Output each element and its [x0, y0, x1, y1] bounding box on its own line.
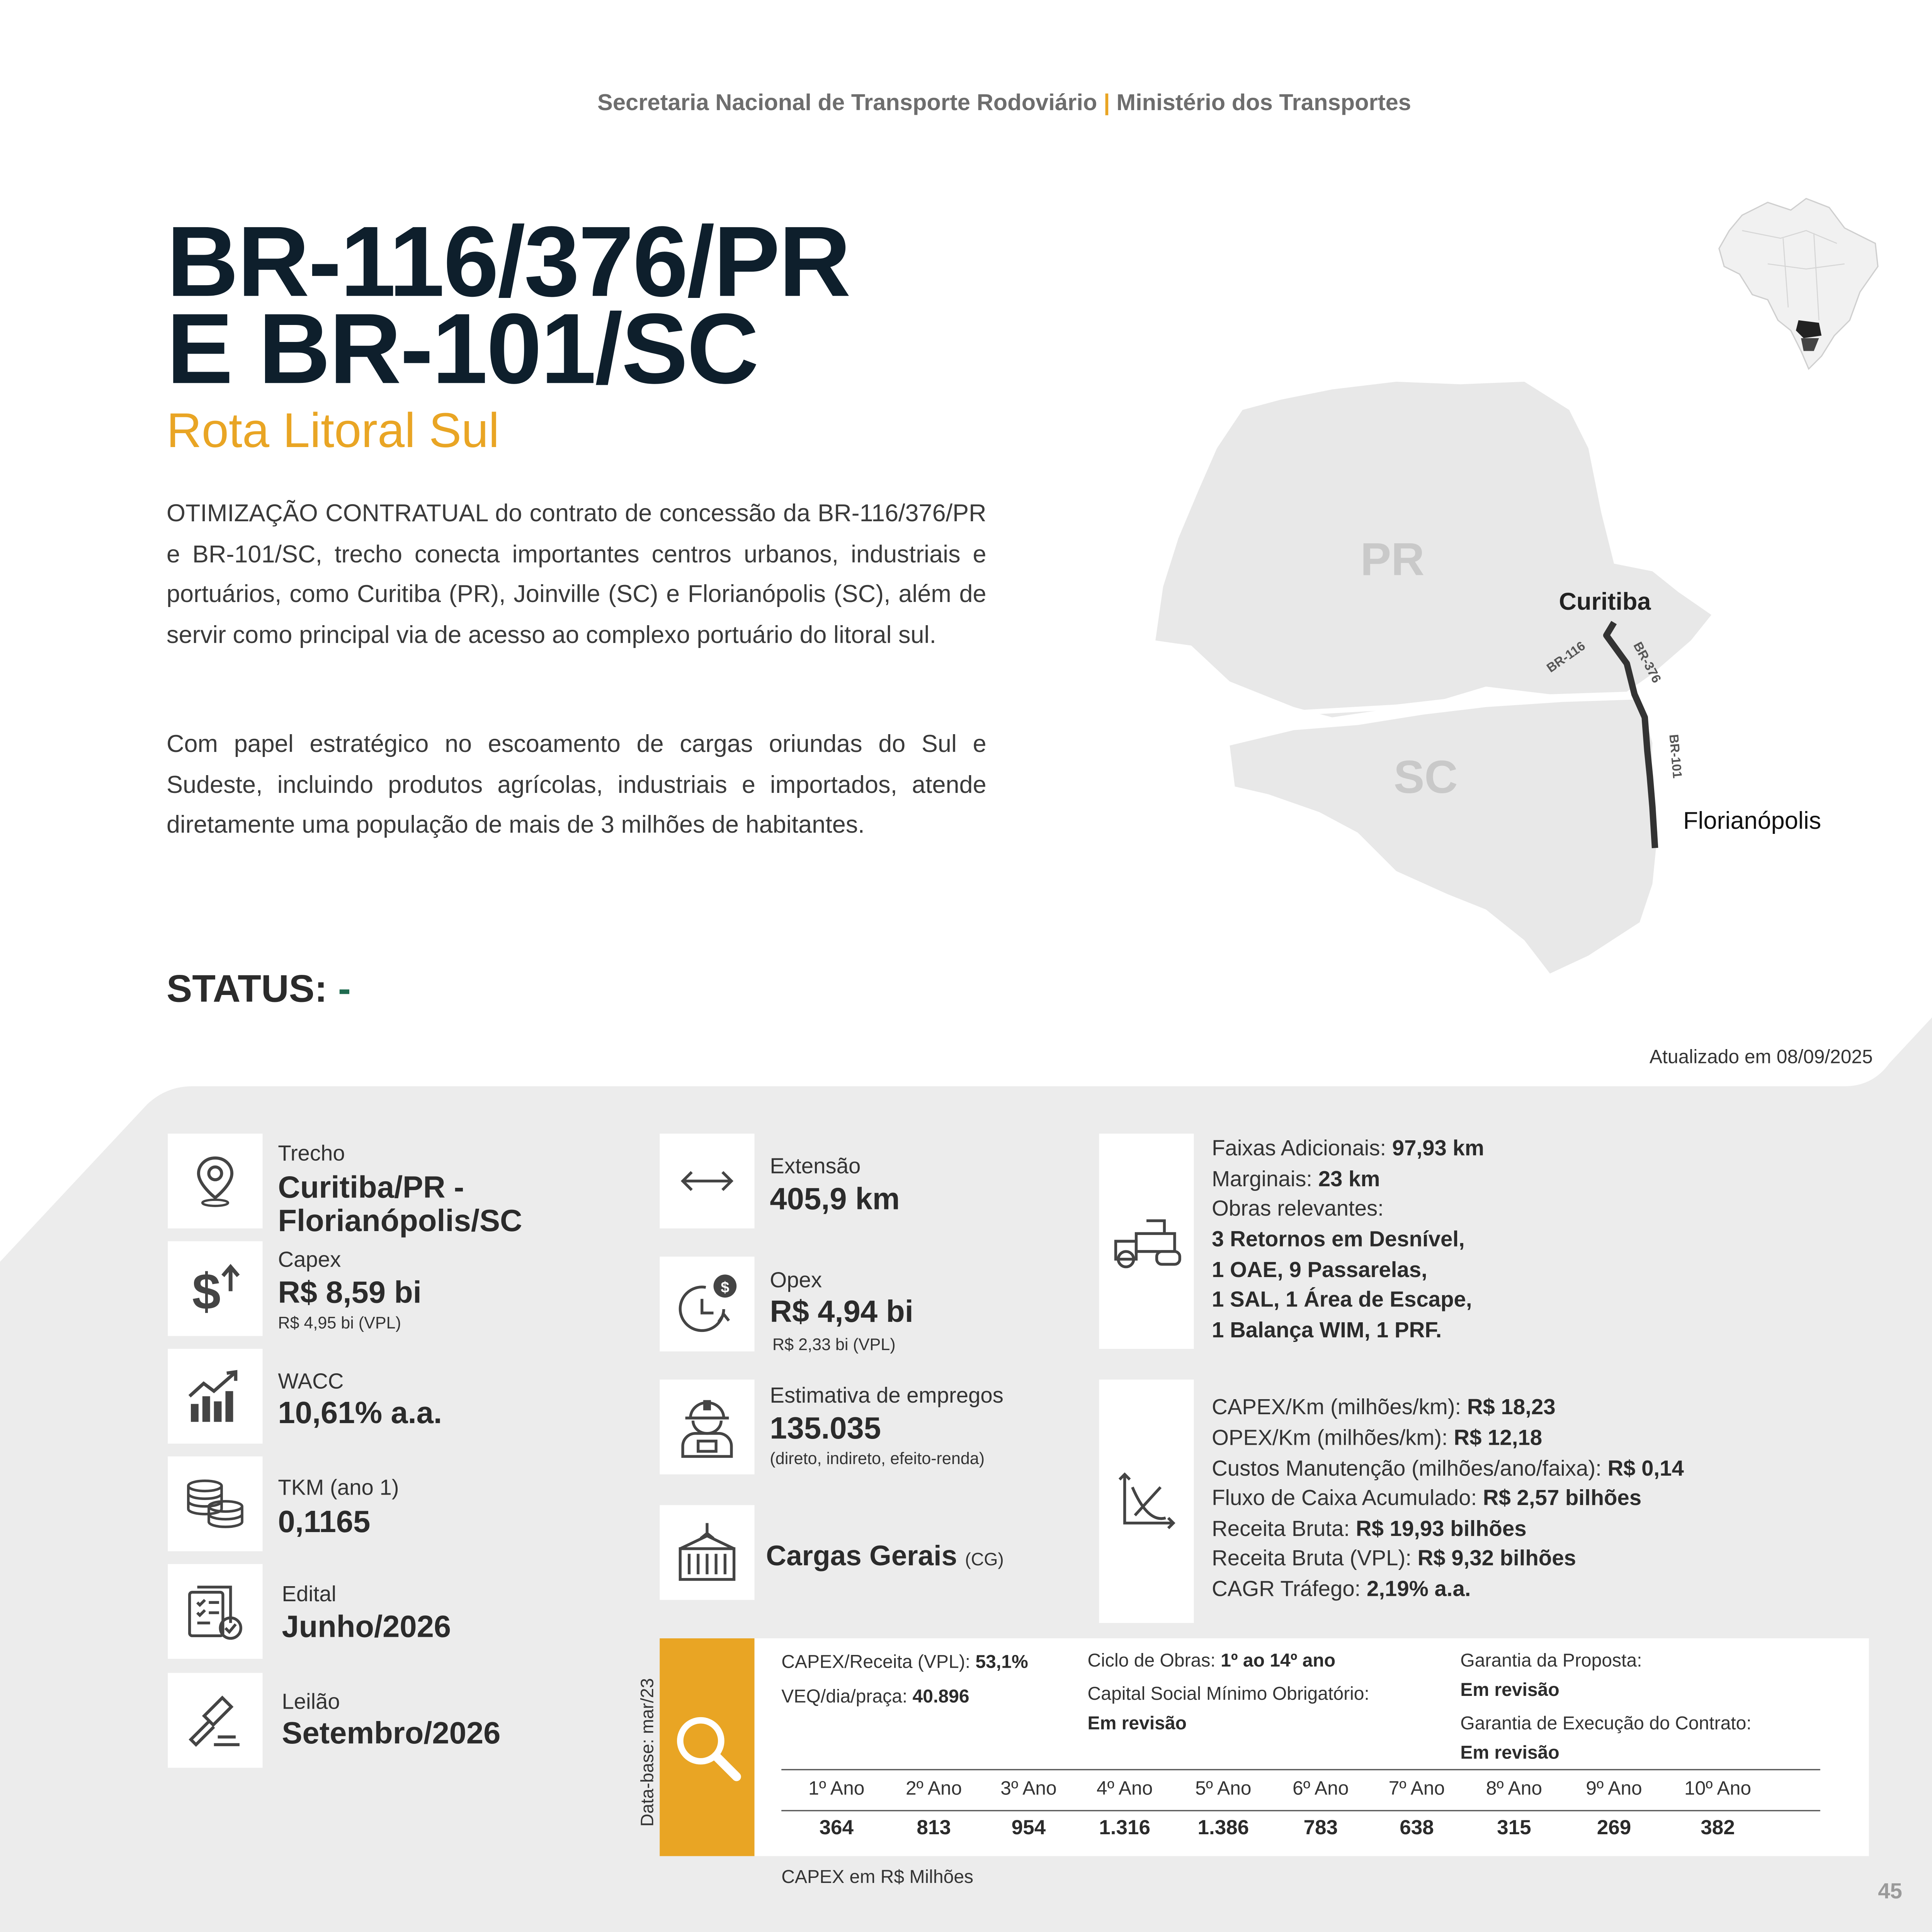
tkm-label: TKM (ano 1)	[278, 1475, 399, 1500]
svg-text:$: $	[721, 1279, 730, 1296]
capex-note: CAPEX em R$ Milhões	[781, 1867, 974, 1888]
fin-row	[1212, 1423, 1542, 1453]
table-capex-value: 269	[1597, 1818, 1631, 1840]
opex-value: R$ 4,94 bi	[770, 1295, 913, 1330]
search-icon	[672, 1713, 742, 1782]
table-year-header: 5º Ano	[1195, 1778, 1252, 1800]
page-title	[166, 205, 850, 405]
veq-line	[781, 1687, 969, 1708]
table-year-header: 1º Ano	[808, 1778, 865, 1800]
table-year-header: 7º Ano	[1388, 1778, 1445, 1800]
obras-label: Obras relevantes:	[1212, 1196, 1384, 1221]
data-base-container	[634, 1665, 660, 1845]
garantia-proposta-value: Em revisão	[1460, 1680, 1560, 1701]
edital-value: Junho/2026	[282, 1610, 451, 1645]
page-header	[0, 90, 1932, 117]
fin-row	[1212, 1483, 1641, 1514]
fin-label: CAPEX/Km (milhões/km):	[1212, 1395, 1467, 1420]
table-capex-value: 1.386	[1197, 1818, 1249, 1840]
faixas-line	[1212, 1134, 1484, 1164]
description-paragraph-2: Com papel estratégico no escoamento de cargas oriundas do Sul e Sudeste, incluindo produtos agrícolas, industriais e importados, atende diretamente uma população de mais de 3 milhões de habitantes.	[166, 731, 986, 839]
wacc-label: WACC	[278, 1369, 344, 1394]
status-value: -	[338, 968, 351, 1011]
obra-item: 1 SAL, 1 Área de Escape,	[1212, 1287, 1472, 1312]
leilao-label: Leilão	[282, 1689, 340, 1714]
tkm-value: 0,1165	[278, 1505, 371, 1540]
cargas-sub: (CG)	[965, 1548, 1004, 1569]
capital-label: Capital Social Mínimo Obrigatório:	[1087, 1684, 1369, 1705]
table-mid-rule	[781, 1810, 1820, 1811]
region-map	[1140, 371, 1729, 986]
garantia-execucao-value: Em revisão	[1460, 1743, 1560, 1764]
header-ministerio: Ministério dos Transportes	[1116, 90, 1411, 116]
empregos-label: Estimativa de empregos	[770, 1383, 1003, 1408]
table-year-header: 4º Ano	[1096, 1778, 1153, 1800]
trecho-line-1: Curitiba/PR -	[278, 1171, 464, 1206]
obra-item: 1 Balança WIM, 1 PRF.	[1212, 1318, 1442, 1343]
opex-vpl: R$ 2,33 bi (VPL)	[772, 1335, 896, 1354]
table-capex-value: 813	[917, 1818, 951, 1840]
faixas-label: Faixas Adicionais:	[1212, 1136, 1392, 1161]
capex-label: Capex	[278, 1247, 341, 1272]
ciclo-label: Ciclo de Obras:	[1087, 1651, 1221, 1672]
trecho-line-2: Florianópolis/SC	[278, 1204, 522, 1239]
wacc-value: 10,61% a.a.	[278, 1396, 442, 1431]
page-number: 45	[1878, 1879, 1902, 1904]
marginais-label: Marginais:	[1212, 1167, 1318, 1192]
table-capex-value: 315	[1497, 1818, 1531, 1840]
extensao-value: 405,9 km	[770, 1182, 900, 1217]
data-base-label: Data-base: mar/23	[636, 1678, 657, 1827]
header-separator: |	[1104, 90, 1110, 116]
capex-value: R$ 8,59 bi	[278, 1276, 422, 1311]
fin-row	[1212, 1514, 1526, 1544]
table-top-rule	[781, 1769, 1820, 1770]
table-year-header: 10º Ano	[1684, 1778, 1752, 1800]
status	[167, 968, 351, 1012]
capex-receita-line	[781, 1652, 1028, 1673]
veq-value: 40.896	[912, 1687, 969, 1708]
extensao-label: Extensão	[770, 1154, 861, 1179]
capex-vpl: R$ 4,95 bi (VPL)	[278, 1313, 401, 1332]
fin-row	[1212, 1454, 1684, 1484]
search-icon-box	[660, 1638, 754, 1856]
map-city-florianopolis: Florianópolis	[1683, 808, 1821, 835]
fin-value: R$ 19,93 bilhões	[1355, 1517, 1527, 1541]
empregos-value: 135.035	[770, 1412, 881, 1446]
fin-row	[1212, 1393, 1555, 1423]
obra-item: 1 OAE, 9 Passarelas,	[1212, 1258, 1427, 1282]
fin-value: R$ 2,57 bilhões	[1483, 1486, 1642, 1510]
road-roller-icon	[1099, 1134, 1194, 1349]
fin-row	[1212, 1574, 1471, 1604]
map-road-br376: BR-376	[1629, 640, 1663, 686]
fin-value: R$ 12,18	[1454, 1425, 1543, 1450]
fin-label: Receita Bruta:	[1212, 1517, 1356, 1541]
garantia-execucao-label: Garantia de Execução do Contrato:	[1460, 1714, 1752, 1735]
map-city-curitiba: Curitiba	[1559, 589, 1651, 616]
faixas-value: 97,93 km	[1392, 1136, 1485, 1161]
table-year-header: 3º Ano	[1000, 1778, 1057, 1800]
garantia-proposta-label: Garantia da Proposta:	[1460, 1651, 1642, 1672]
coins-icon	[168, 1456, 262, 1551]
capex-receita-label: CAPEX/Receita (VPL):	[781, 1652, 976, 1673]
capex-receita-value: 53,1%	[975, 1652, 1028, 1673]
page-subtitle: Rota Litoral Sul	[166, 405, 500, 459]
ciclo-value: 1º ao 14º ano	[1221, 1651, 1336, 1672]
empregos-sub: (direto, indireto, efeito-renda)	[770, 1449, 985, 1468]
map-label-sc: SC	[1393, 750, 1458, 803]
document-check-icon	[168, 1564, 262, 1659]
trecho-label: Trecho	[278, 1141, 345, 1166]
header-secretaria: Secretaria Nacional de Transporte Rodoviário	[597, 90, 1097, 116]
title-line-2: E BR-101/SC	[166, 292, 758, 405]
fin-label: Fluxo de Caixa Acumulado:	[1212, 1486, 1483, 1510]
fin-label: OPEX/Km (milhões/km):	[1212, 1425, 1454, 1450]
fin-label: Receita Bruta (VPL):	[1212, 1546, 1418, 1571]
status-label: STATUS:	[166, 968, 328, 1011]
worker-icon	[660, 1379, 754, 1474]
table-year-header: 6º Ano	[1293, 1778, 1349, 1800]
map-label-pr: PR	[1360, 533, 1425, 586]
marginais-line	[1212, 1164, 1380, 1194]
obra-item: 3 Retornos em Desnível,	[1212, 1227, 1465, 1252]
table-capex-value: 382	[1701, 1818, 1735, 1840]
svg-text:$: $	[192, 1263, 221, 1317]
double-arrow-icon	[660, 1134, 754, 1228]
container-icon	[660, 1505, 754, 1600]
table-year-header: 9º Ano	[1586, 1778, 1642, 1800]
fin-value: R$ 18,23	[1467, 1395, 1556, 1420]
updated-date: Atualizado em 08/09/2025	[1649, 1046, 1873, 1068]
title-line-1: BR-116/376/PR	[166, 205, 850, 318]
veq-label: VEQ/dia/praça:	[781, 1687, 913, 1708]
location-pin-icon	[168, 1134, 262, 1228]
curve-chart-icon	[1099, 1379, 1194, 1623]
opex-label: Opex	[770, 1268, 822, 1293]
table-capex-value: 638	[1400, 1818, 1434, 1840]
fin-value: R$ 9,32 bilhões	[1417, 1546, 1576, 1571]
fin-label: CAGR Tráfego:	[1212, 1577, 1367, 1601]
map-road-br116: BR-116	[1544, 639, 1588, 676]
capital-value: Em revisão	[1087, 1714, 1187, 1735]
table-capex-value: 783	[1303, 1818, 1338, 1840]
ciclo-line	[1088, 1651, 1336, 1672]
edital-label: Edital	[282, 1582, 337, 1607]
table-year-header: 8º Ano	[1486, 1778, 1543, 1800]
fin-value: R$ 0,14	[1607, 1456, 1684, 1481]
cargas-value	[766, 1540, 1003, 1576]
cargas-label: Cargas Gerais	[766, 1539, 957, 1572]
table-capex-value: 1.316	[1099, 1818, 1151, 1840]
marginais-value: 23 km	[1318, 1167, 1380, 1192]
table-capex-value: 364	[819, 1818, 854, 1840]
brazil-inset-map	[1716, 192, 1883, 371]
description-paragraph-1: OTIMIZAÇÃO CONTRATUAL do contrato de concessão da BR-116/376/PR e BR-101/SC, trecho conecta importantes centros urbanos, industriais e portuários, como Curitiba (PR), Joinville (SC) e Florianópolis (SC), além de servir como principal via de acesso ao complexo portuário do litoral sul.	[166, 501, 986, 649]
growth-chart-icon	[168, 1349, 262, 1444]
fin-row	[1212, 1544, 1576, 1574]
leilao-value: Setembro/2026	[282, 1716, 501, 1751]
gavel-icon	[168, 1673, 262, 1768]
table-year-header: 2º Ano	[905, 1778, 962, 1800]
dollar-up-icon	[168, 1241, 262, 1336]
map-road-br101: BR-101	[1665, 734, 1684, 779]
table-capex-value: 954	[1011, 1818, 1046, 1840]
fin-value: 2,19% a.a.	[1367, 1577, 1471, 1601]
clock-dollar-icon	[660, 1257, 754, 1351]
fin-label: Custos Manutenção (milhões/ano/faixa):	[1212, 1456, 1608, 1481]
